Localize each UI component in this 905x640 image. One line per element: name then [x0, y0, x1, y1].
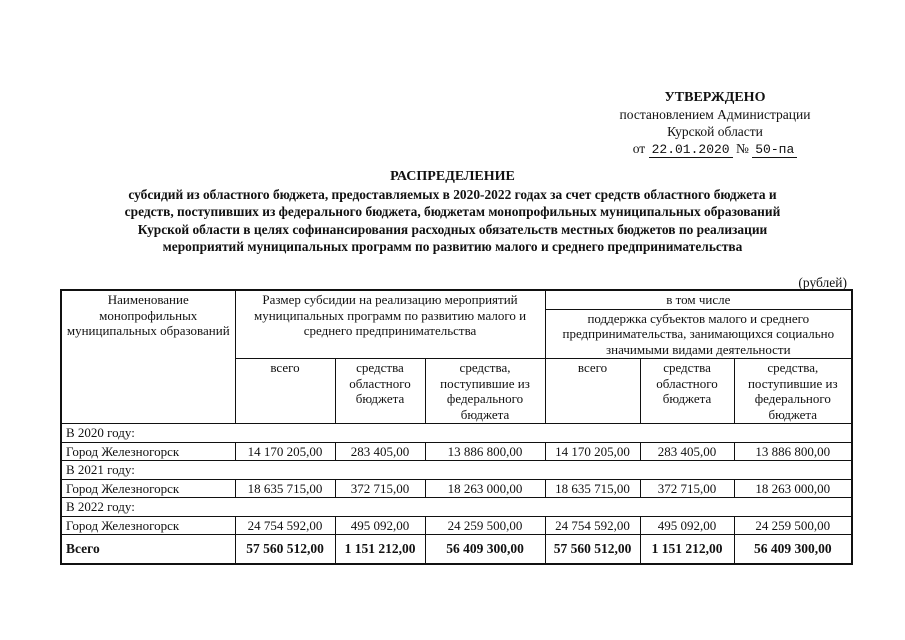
approval-number: 50-па — [752, 142, 797, 158]
header-group-2: в том числе — [545, 290, 852, 309]
cell-value: 24 754 592,00 — [545, 516, 640, 535]
approval-stamp: УТВЕРЖДЕНО — [664, 90, 766, 105]
document-title — [80, 168, 825, 256]
title-subtitle-line-4: мероприятий муниципальных программ по развитию малого и среднего предпринимательства — [162, 239, 743, 254]
header-group-2-sub: поддержка субъектов малого и среднего предпринимательства, занимающихся социально значимыми видами деятельности — [545, 309, 852, 359]
cell-value: 13 886 800,00 — [734, 442, 852, 461]
approval-line-2: Курской области — [667, 124, 763, 139]
table-row — [61, 516, 852, 535]
subsidy-table — [60, 289, 853, 565]
number-sign: № — [735, 141, 749, 156]
title-subtitle-line-3: Курской области в целях софинансирования расходных обязательств местных бюджетов по реализации — [137, 221, 768, 237]
total-value: 56 409 300,00 — [425, 535, 545, 565]
title-subtitle-line-1: субсидий из областного бюджета, предоставляемых в 2020-2022 годах за счет средств областного бюджета и — [128, 186, 777, 202]
cell-value: 14 170 205,00 — [235, 442, 335, 461]
section-row-2021 — [61, 461, 852, 480]
total-label: Всего — [61, 535, 235, 565]
cell-value: 18 635 715,00 — [235, 479, 335, 498]
header-name: Наименование монопрофильных муниципальных образований — [61, 290, 235, 424]
table-row — [61, 442, 852, 461]
total-row — [61, 535, 852, 565]
approval-line-1: постановлением Администрации — [619, 107, 811, 122]
approval-date-number — [590, 140, 840, 158]
cell-value: 13 886 800,00 — [425, 442, 545, 461]
cell-value: 18 635 715,00 — [545, 479, 640, 498]
header-row-1 — [61, 290, 852, 309]
subheader-regional-1: средства областного бюджета — [335, 359, 425, 424]
section-label: В 2022 году: — [61, 498, 852, 517]
date-prefix: от — [632, 141, 646, 156]
section-label: В 2021 году: — [61, 461, 852, 480]
total-value: 57 560 512,00 — [235, 535, 335, 565]
section-row-2020 — [61, 424, 852, 443]
section-row-2022 — [61, 498, 852, 517]
cell-value: 495 092,00 — [640, 516, 734, 535]
title-heading: РАСПРЕДЕЛЕНИЕ — [390, 169, 515, 184]
cell-value: 24 754 592,00 — [235, 516, 335, 535]
subheader-total-2: всего — [545, 359, 640, 424]
total-value: 1 151 212,00 — [640, 535, 734, 565]
cell-value: 283 405,00 — [640, 442, 734, 461]
cell-value: 24 259 500,00 — [734, 516, 852, 535]
subheader-total-1: всего — [235, 359, 335, 424]
cell-value: 18 263 000,00 — [425, 479, 545, 498]
unit-label: (рублей) — [798, 275, 847, 290]
row-name: Город Железногорск — [61, 479, 235, 498]
cell-value: 18 263 000,00 — [734, 479, 852, 498]
cell-value: 283 405,00 — [335, 442, 425, 461]
cell-value: 14 170 205,00 — [545, 442, 640, 461]
subheader-federal-1: средства, поступившие из федерального бюджета — [425, 359, 545, 424]
approval-block — [590, 89, 840, 158]
cell-value: 495 092,00 — [335, 516, 425, 535]
title-subtitle-line-2: средств, поступивших из федерального бюджета, бюджетам монопрофильных муниципальных образований — [124, 204, 781, 219]
header-group-1: Размер субсидии на реализацию мероприятий муниципальных программ по развитию малого и среднего предпринимательства — [235, 290, 545, 359]
subheader-regional-2: средства областного бюджета — [640, 359, 734, 424]
row-name: Город Железногорск — [61, 516, 235, 535]
total-value: 56 409 300,00 — [734, 535, 852, 565]
table-row — [61, 479, 852, 498]
cell-value: 24 259 500,00 — [425, 516, 545, 535]
row-name: Город Железногорск — [61, 442, 235, 461]
cell-value: 372 715,00 — [335, 479, 425, 498]
total-value: 57 560 512,00 — [545, 535, 640, 565]
cell-value: 372 715,00 — [640, 479, 734, 498]
approval-date: 22.01.2020 — [649, 142, 733, 158]
section-label: В 2020 году: — [61, 424, 852, 443]
total-value: 1 151 212,00 — [335, 535, 425, 565]
subheader-federal-2: средства, поступившие из федерального бюджета — [734, 359, 852, 424]
